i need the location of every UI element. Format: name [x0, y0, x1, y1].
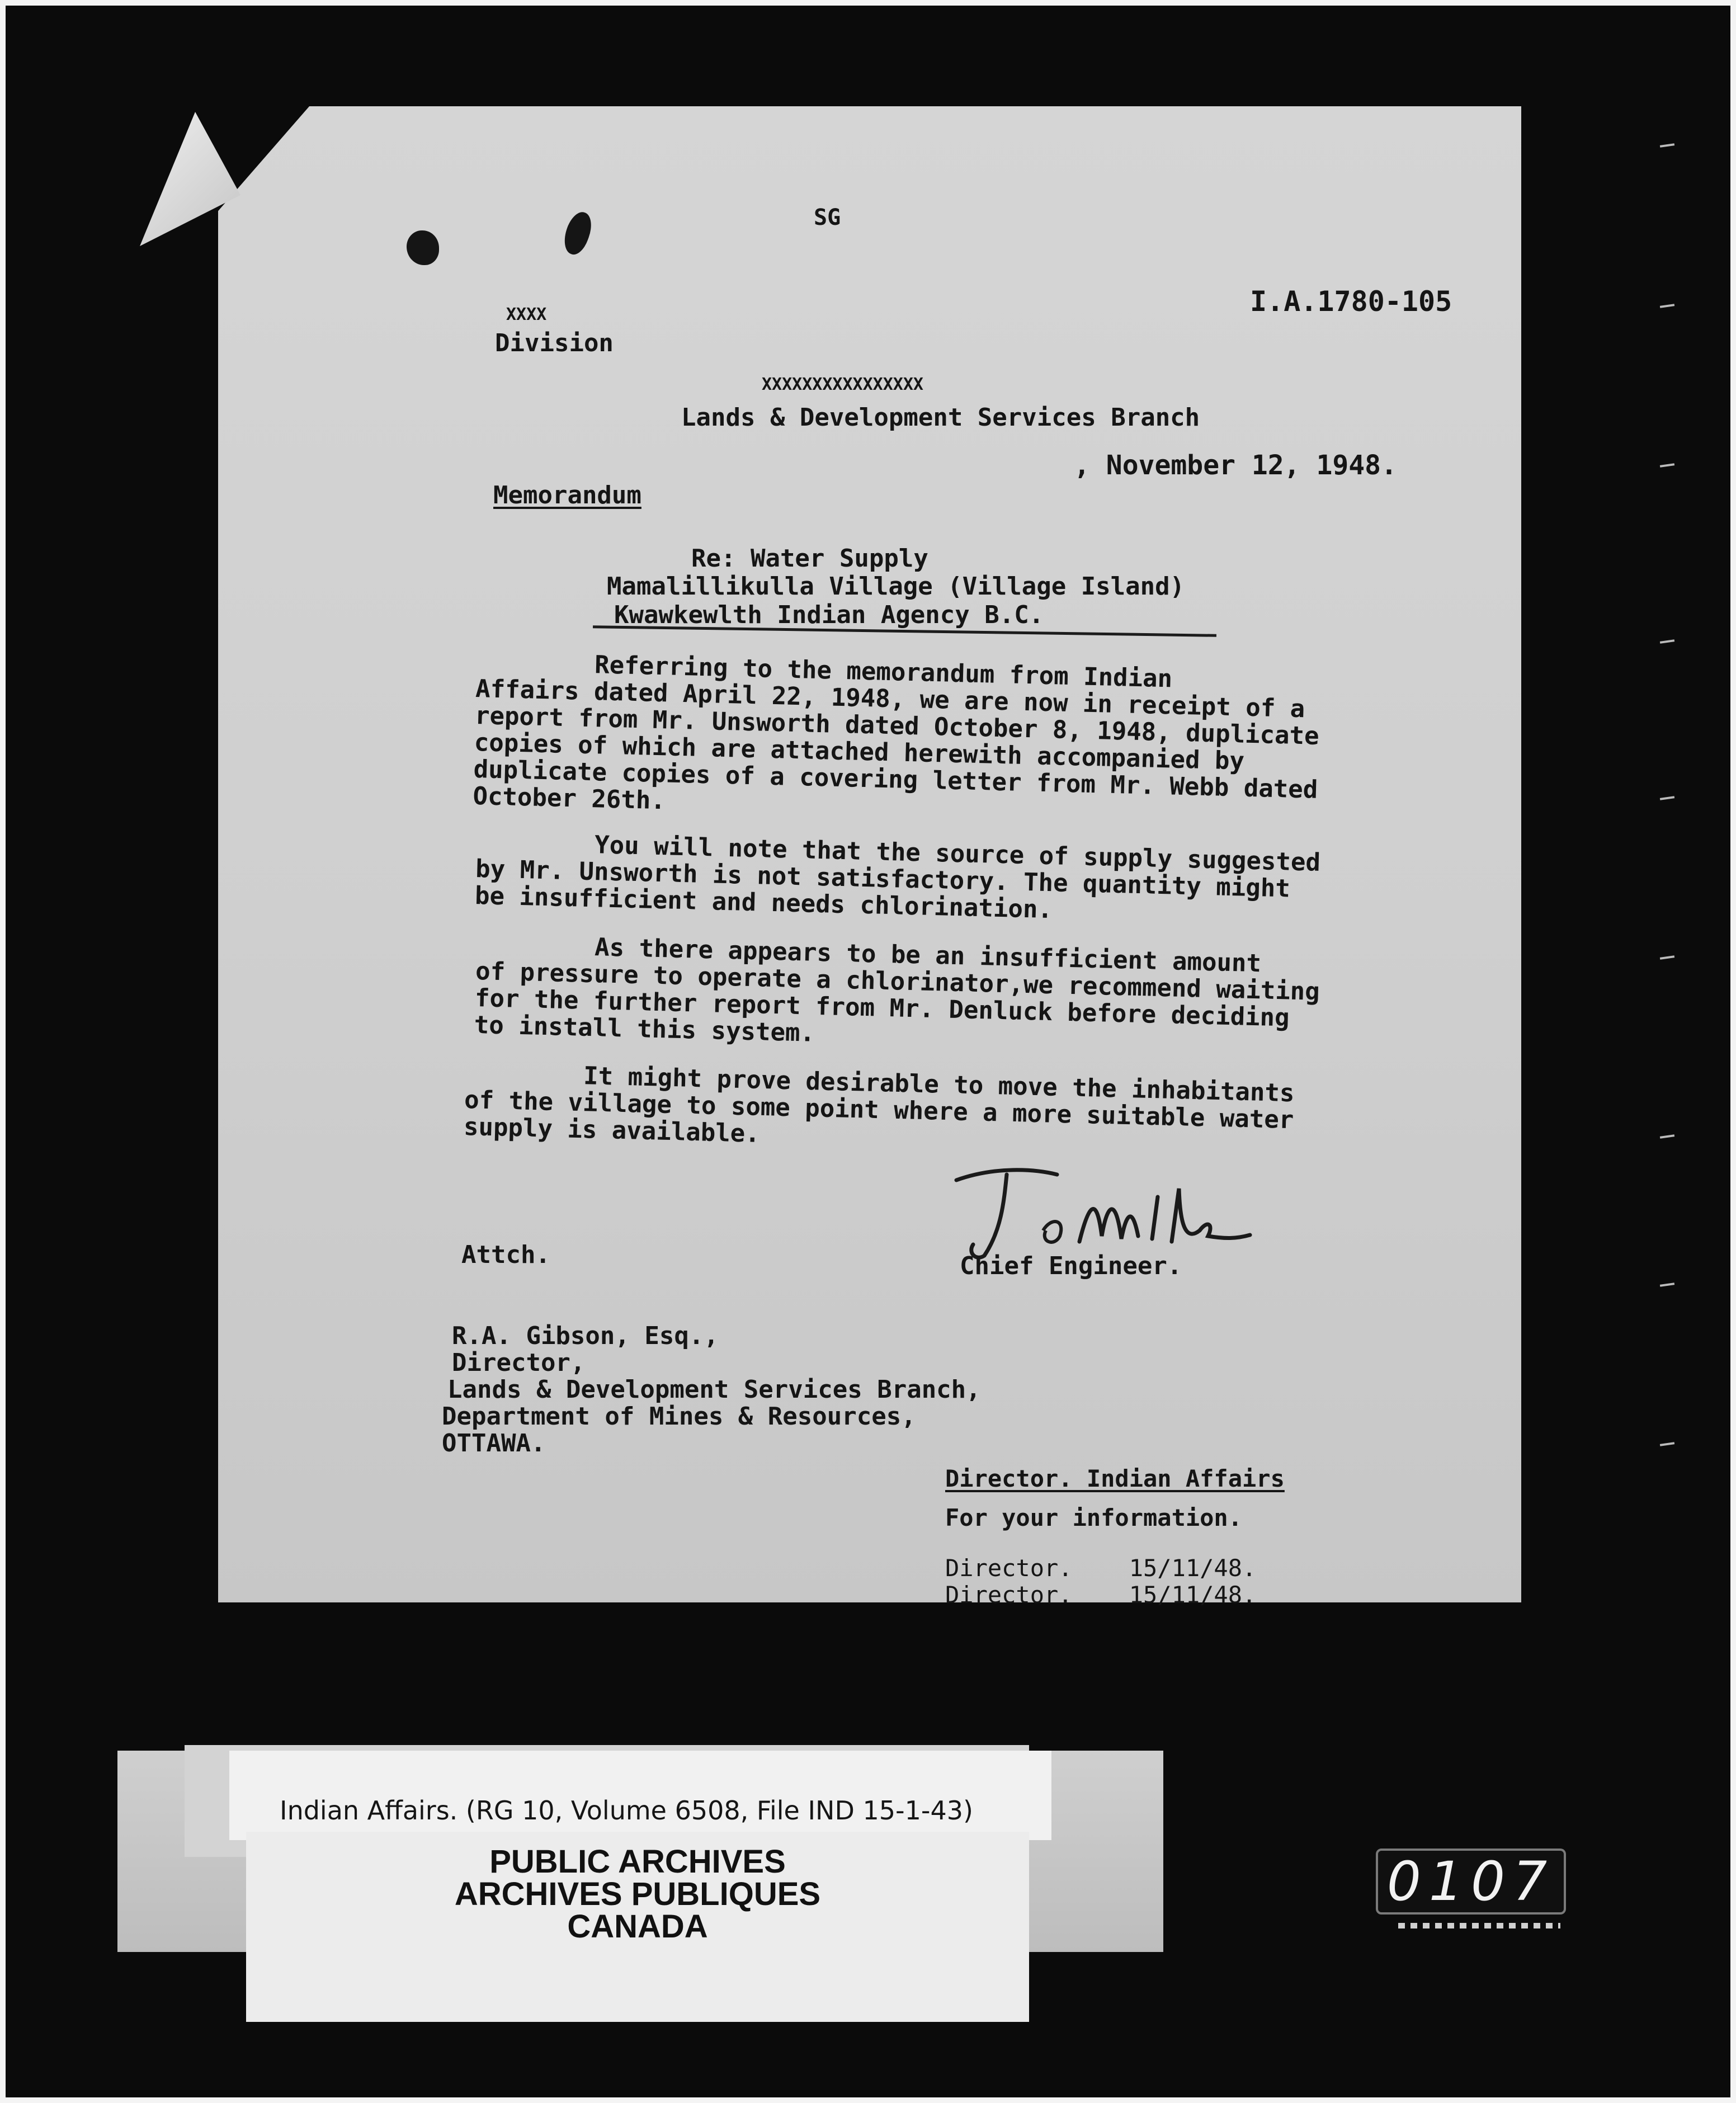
archive-stamp-line-2: ARCHIVES PUBLIQUES [454, 1876, 821, 1912]
archive-stamp [246, 1843, 1029, 1945]
routing-director-date: Director. 15/11/48. [945, 1554, 1257, 1582]
division-struck: XXXX [506, 305, 547, 324]
memorandum-label: Memorandum [493, 481, 641, 510]
division-label: Division [495, 329, 614, 357]
archive-citation: Indian Affairs. (RG 10, Volume 6508, File IND 15-1-43) [280, 1795, 973, 1826]
signature-title: Chief Engineer. [960, 1252, 1182, 1280]
subject-village: Mamalillikulla Village (Village Island) [607, 572, 1185, 601]
routing-note: For your information. [945, 1504, 1243, 1531]
addressee-line-3: Lands & Development Services Branch, [447, 1375, 981, 1404]
frame-counter-digits: 0107 [1386, 1850, 1555, 1913]
frame-counter [1376, 1849, 1566, 1915]
routing-cut-line-clip [945, 1581, 1270, 1609]
addressee-line-1: R.A. Gibson, Esq., [452, 1322, 719, 1350]
subject-agency: Kwawkewlth Indian Agency B.C. [614, 601, 1044, 629]
routing-cut-line: Director. 15/11/48. [945, 1581, 1257, 1609]
memo-date: , November 12, 1948. [1074, 450, 1397, 481]
punch-hole-left [407, 230, 439, 265]
subject-re: Re: Water Supply [691, 544, 928, 573]
file-reference: I.A.1780-105 [1250, 285, 1452, 318]
paragraph-1: Referring to the memorandum from Indian Affairs dated April 22, 1948, we are now in receipt of a report from Mr. Unsworth dated October 8, 1948, duplicate copies of which are attached herewith accompanied by duplicate copies of a covering letter from Mr. Webb dated October 26th. [472, 648, 1320, 815]
addressee-line-4: Department of Mines & Resources, [442, 1402, 916, 1431]
routing-heading: Director. Indian Affairs [945, 1465, 1285, 1492]
addressee-line-2: Director, [452, 1348, 586, 1377]
archive-stamp-line-1: PUBLIC ARCHIVES [489, 1843, 786, 1880]
top-initials: SG [814, 205, 841, 230]
paragraph-3: As there appears to be an insufficient amount of pressure to operate a chlorinator,we recommend waiting for the further report from Mr. Denluck before deciding to install this system. [474, 930, 1320, 1048]
addressee-line-5: OTTAWA. [442, 1429, 546, 1458]
attachment-note: Attch. [461, 1241, 550, 1269]
branch-struck: XXXXXXXXXXXXXXXX [762, 375, 923, 394]
paragraph-4: It might prove desirable to move the inhabitants of the village to some point where a more suitable water supply is available. [463, 1059, 1295, 1148]
frame-counter-scale [1398, 1923, 1560, 1928]
archive-stamp-line-3: CANADA [567, 1908, 708, 1945]
paragraph-2: You will note that the source of supply suggested by Mr. Unsworth is not satisfactory. The quantity might be insufficient and needs chlorination. [474, 828, 1321, 925]
branch-name: Lands & Development Services Branch [681, 403, 1200, 432]
